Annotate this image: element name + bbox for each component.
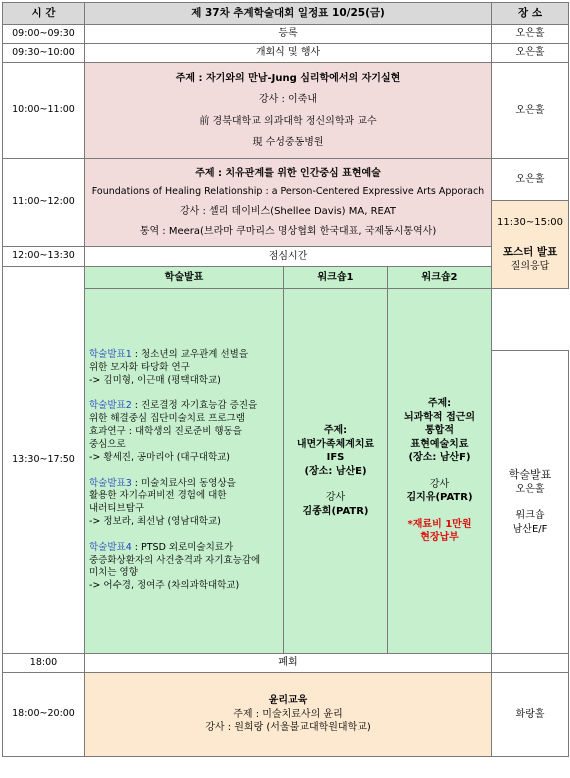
presentation-2-line: 위한 해결중심 집단미술치료 프로그램 [89, 413, 245, 425]
poster-session [492, 201, 569, 289]
presentation-1-label: 학술발표1 [89, 349, 132, 360]
poster-title: 포스터 발표 [502, 246, 558, 259]
header-place: 장 소 [492, 3, 569, 25]
keynote-2-topic: 주제 : 치유관계를 위한 인간중심 표현예술 [195, 167, 381, 179]
workshop-2-topic-label: 주제: [427, 398, 452, 410]
presentation-3-line: 활용한 자기슈퍼비전 경험에 대한 [89, 490, 227, 502]
col-head-workshop-1: 워크숍1 [284, 267, 388, 289]
schedule-table [2, 2, 569, 757]
list-item: 학술발표4 : PTSD 외로미술치료가 [89, 541, 234, 553]
workshop-2-topic: 뇌과학적 접근의 [403, 411, 476, 423]
presentation-3-label: 학술발표3 [89, 477, 132, 489]
ethics-title: 윤리교육 [268, 695, 308, 707]
presentations-list [85, 289, 284, 654]
workshop-1-topic: 내면가족체계치료 [296, 438, 375, 450]
time-r7: 18:00 [3, 654, 85, 673]
poster-time: 11:30~15:00 [497, 216, 564, 228]
presentation-1-line: 위한 모자화 타당화 연구 [89, 361, 190, 373]
workshop-2 [388, 289, 492, 654]
presentation-2-line: 중심으로 [89, 438, 126, 450]
place-r2: 오은홀 [492, 44, 569, 63]
workshop-2-fee: *재료비 1만원 [407, 518, 472, 530]
workshop-1-topic-abbr: IFS [326, 452, 345, 463]
place-r6 [492, 351, 569, 654]
place-r8: 화랑홀 [492, 673, 569, 757]
place-r3: 오은홀 [492, 63, 569, 159]
list-item: 학술발표2 : 진로결정 자기효능감 증진을 [89, 400, 258, 412]
workshop-2-topic-line: 표현예술치료 [410, 438, 469, 450]
time-r4: 11:00~12:00 [3, 159, 85, 247]
time-r1: 09:00~09:30 [3, 25, 85, 44]
presentation-3-authors: -> 정보라, 최선남 (영남대학교) [89, 515, 221, 527]
workshop-1-speaker: 김종희(PATR) [302, 505, 369, 517]
event-closing: 폐회 [85, 654, 492, 673]
presentation-4-authors: -> 어수경, 정여주 (차의과학대학교) [89, 580, 240, 592]
place-r6-workshop-room: 남산E/F [512, 523, 548, 535]
col-head-workshop-2: 워크숍2 [388, 267, 492, 289]
workshop-1 [284, 289, 388, 654]
header-title: 제 37차 추계학술대회 일정표 10/25(금) [85, 3, 492, 25]
keynote-1-speaker: 강사 : 이죽내 [259, 94, 318, 105]
ethics-topic: 주제 : 미술치료사의 윤리 [233, 708, 343, 720]
place-r6-hall: 오은홀 [515, 483, 545, 495]
keynote-2 [85, 159, 492, 247]
presentation-1-authors: -> 김미형, 이근매 (평택대학교) [89, 374, 221, 386]
time-r2: 09:30~10:00 [3, 44, 85, 63]
place-r6-workshop: 워크숍 [515, 510, 545, 522]
keynote-1-affil-1: 前 경북대학교 의과대학 정신의학과 교수 [199, 115, 377, 127]
workshop-2-speaker-label: 강사 [429, 478, 450, 490]
workshop-1-speaker-label: 강사 [325, 492, 346, 503]
header-time: 시 간 [3, 3, 85, 25]
presentation-2-authors: -> 황세진, 공마리아 (대구대학교) [89, 451, 231, 463]
workshop-2-topic-line: 통합적 [425, 425, 454, 437]
workshop-2-room: (장소: 남산F) [408, 452, 471, 464]
ethics-speaker: 강사 : 원희랑 (서울불교대학원대학교) [205, 722, 371, 734]
keynote-2-interpreter: 통역 : Meera(브라마 쿠마리스 명상협회 한국대표, 국제동시통역사) [139, 225, 437, 237]
place-r4: 오은홀 [492, 159, 569, 201]
time-r6: 13:30~17:50 [3, 267, 85, 654]
ethics-session [85, 673, 492, 757]
keynote-1-topic: 주제 : 자기와의 만남-Jung 심리학에서의 자기실현 [175, 72, 401, 84]
presentation-2-line: 효과연구 : 대학생의 진로준비 행동을 [89, 426, 242, 438]
presentation-4-line: 미치는 영향 [89, 567, 138, 579]
keynote-1 [85, 63, 492, 159]
workshop-1-topic-label: 주제: [323, 425, 348, 436]
time-r3: 10:00~11:00 [3, 63, 85, 159]
time-r8: 18:00~20:00 [3, 673, 85, 757]
col-head-presentations: 학술발표 [85, 267, 284, 289]
event-opening: 개회식 및 행사 [85, 44, 492, 63]
time-r5: 12:00~13:30 [3, 247, 85, 267]
workshop-2-fee-note: 현장납부 [420, 532, 459, 544]
event-lunch: 점심시간 [85, 247, 492, 267]
place-r6-presentations: 학술발표 [508, 467, 552, 481]
workshop-1-room: (장소: 남산E) [304, 465, 367, 477]
keynote-2-speaker: 강사 : 셸리 데이비스(Shellee Davis) MA, REAT [179, 206, 397, 218]
workshop-2-speaker: 김지유(PATR) [406, 492, 473, 504]
presentation-4-line: 중증화상환자의 사건충격과 자기효능감에 [89, 554, 261, 566]
presentation-2-label: 학술발표2 [89, 400, 132, 412]
place-r1: 오은홀 [492, 25, 569, 44]
keynote-1-affil-2: 現 수성중동병원 [252, 137, 324, 148]
place-r7 [492, 654, 569, 673]
keynote-2-subtitle: Foundations of Healing Relationship : a Person-Centered Expressive Arts Apporach [91, 186, 485, 198]
presentation-4-label: 학술발표4 [89, 541, 132, 553]
presentation-3-line: 내러티브탐구 [89, 503, 145, 515]
event-registration: 등록 [85, 25, 492, 44]
list-item: 학술발표1 : 청소년의 교우관계 선별을 [89, 349, 248, 360]
poster-sub: 질의응답 [510, 260, 550, 272]
list-item: 학술발표3 : 미술치료사의 동영상을 [89, 477, 236, 489]
